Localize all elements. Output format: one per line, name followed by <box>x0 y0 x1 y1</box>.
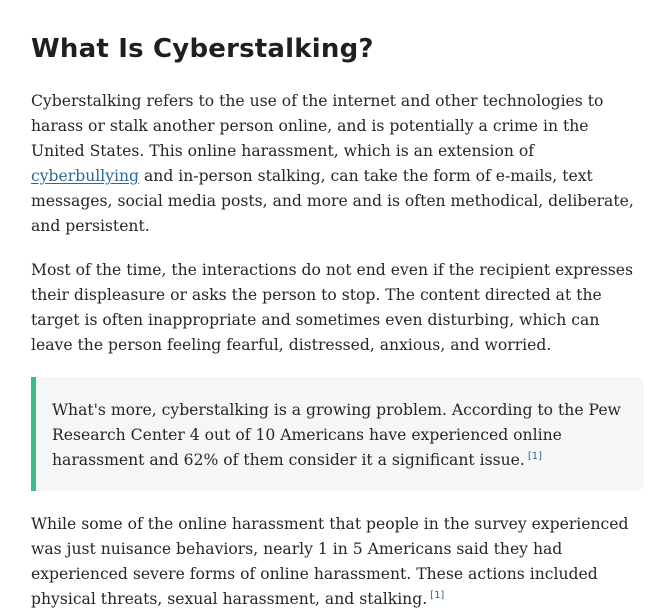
article-title: What Is Cyberstalking? <box>31 34 374 64</box>
survey-reference-link[interactable]: [1] <box>430 589 445 601</box>
paragraph-definition-text-after: and in-person stalking, can take the form of e-mails, text messages, social media posts, and more and is often methodical, deliberate, and persistent. <box>31 167 634 235</box>
paragraph-definition-text-before: Cyberstalking refers to the use of the internet and other technologies to harass or stalk another person online, and is potentially a crime in the United States. This online harassment, which is an extension of <box>31 92 604 160</box>
callout-text <box>52 398 637 473</box>
cyberbullying-link[interactable]: cyberbullying <box>31 167 140 185</box>
callout-box <box>31 377 644 491</box>
callout-text-body: What's more, cyberstalking is a growing problem. According to the Pew Research Center 4 out of 10 Americans have experienced online harassment and 62% of them consider it a significant issue. <box>52 401 621 469</box>
paragraph-survey <box>31 512 643 612</box>
paragraph-survey-text: While some of the online harassment that people in the survey experienced was just nuisance behaviors, nearly 1 in 5 Americans said they had experienced severe forms of online harassment. These actions included physical threats, sexual harassment, and stalking. <box>31 515 629 608</box>
paragraph-interactions: Most of the time, the interactions do not end even if the recipient expresses their displeasure or asks the person to stop. The content directed at the target is often inappropriate and sometimes even disturbing, which can leave the person feeling fearful, distressed, anxious, and worried. <box>31 261 633 354</box>
paragraph-definition <box>31 89 641 239</box>
callout-reference-link[interactable]: [1] <box>527 450 543 462</box>
